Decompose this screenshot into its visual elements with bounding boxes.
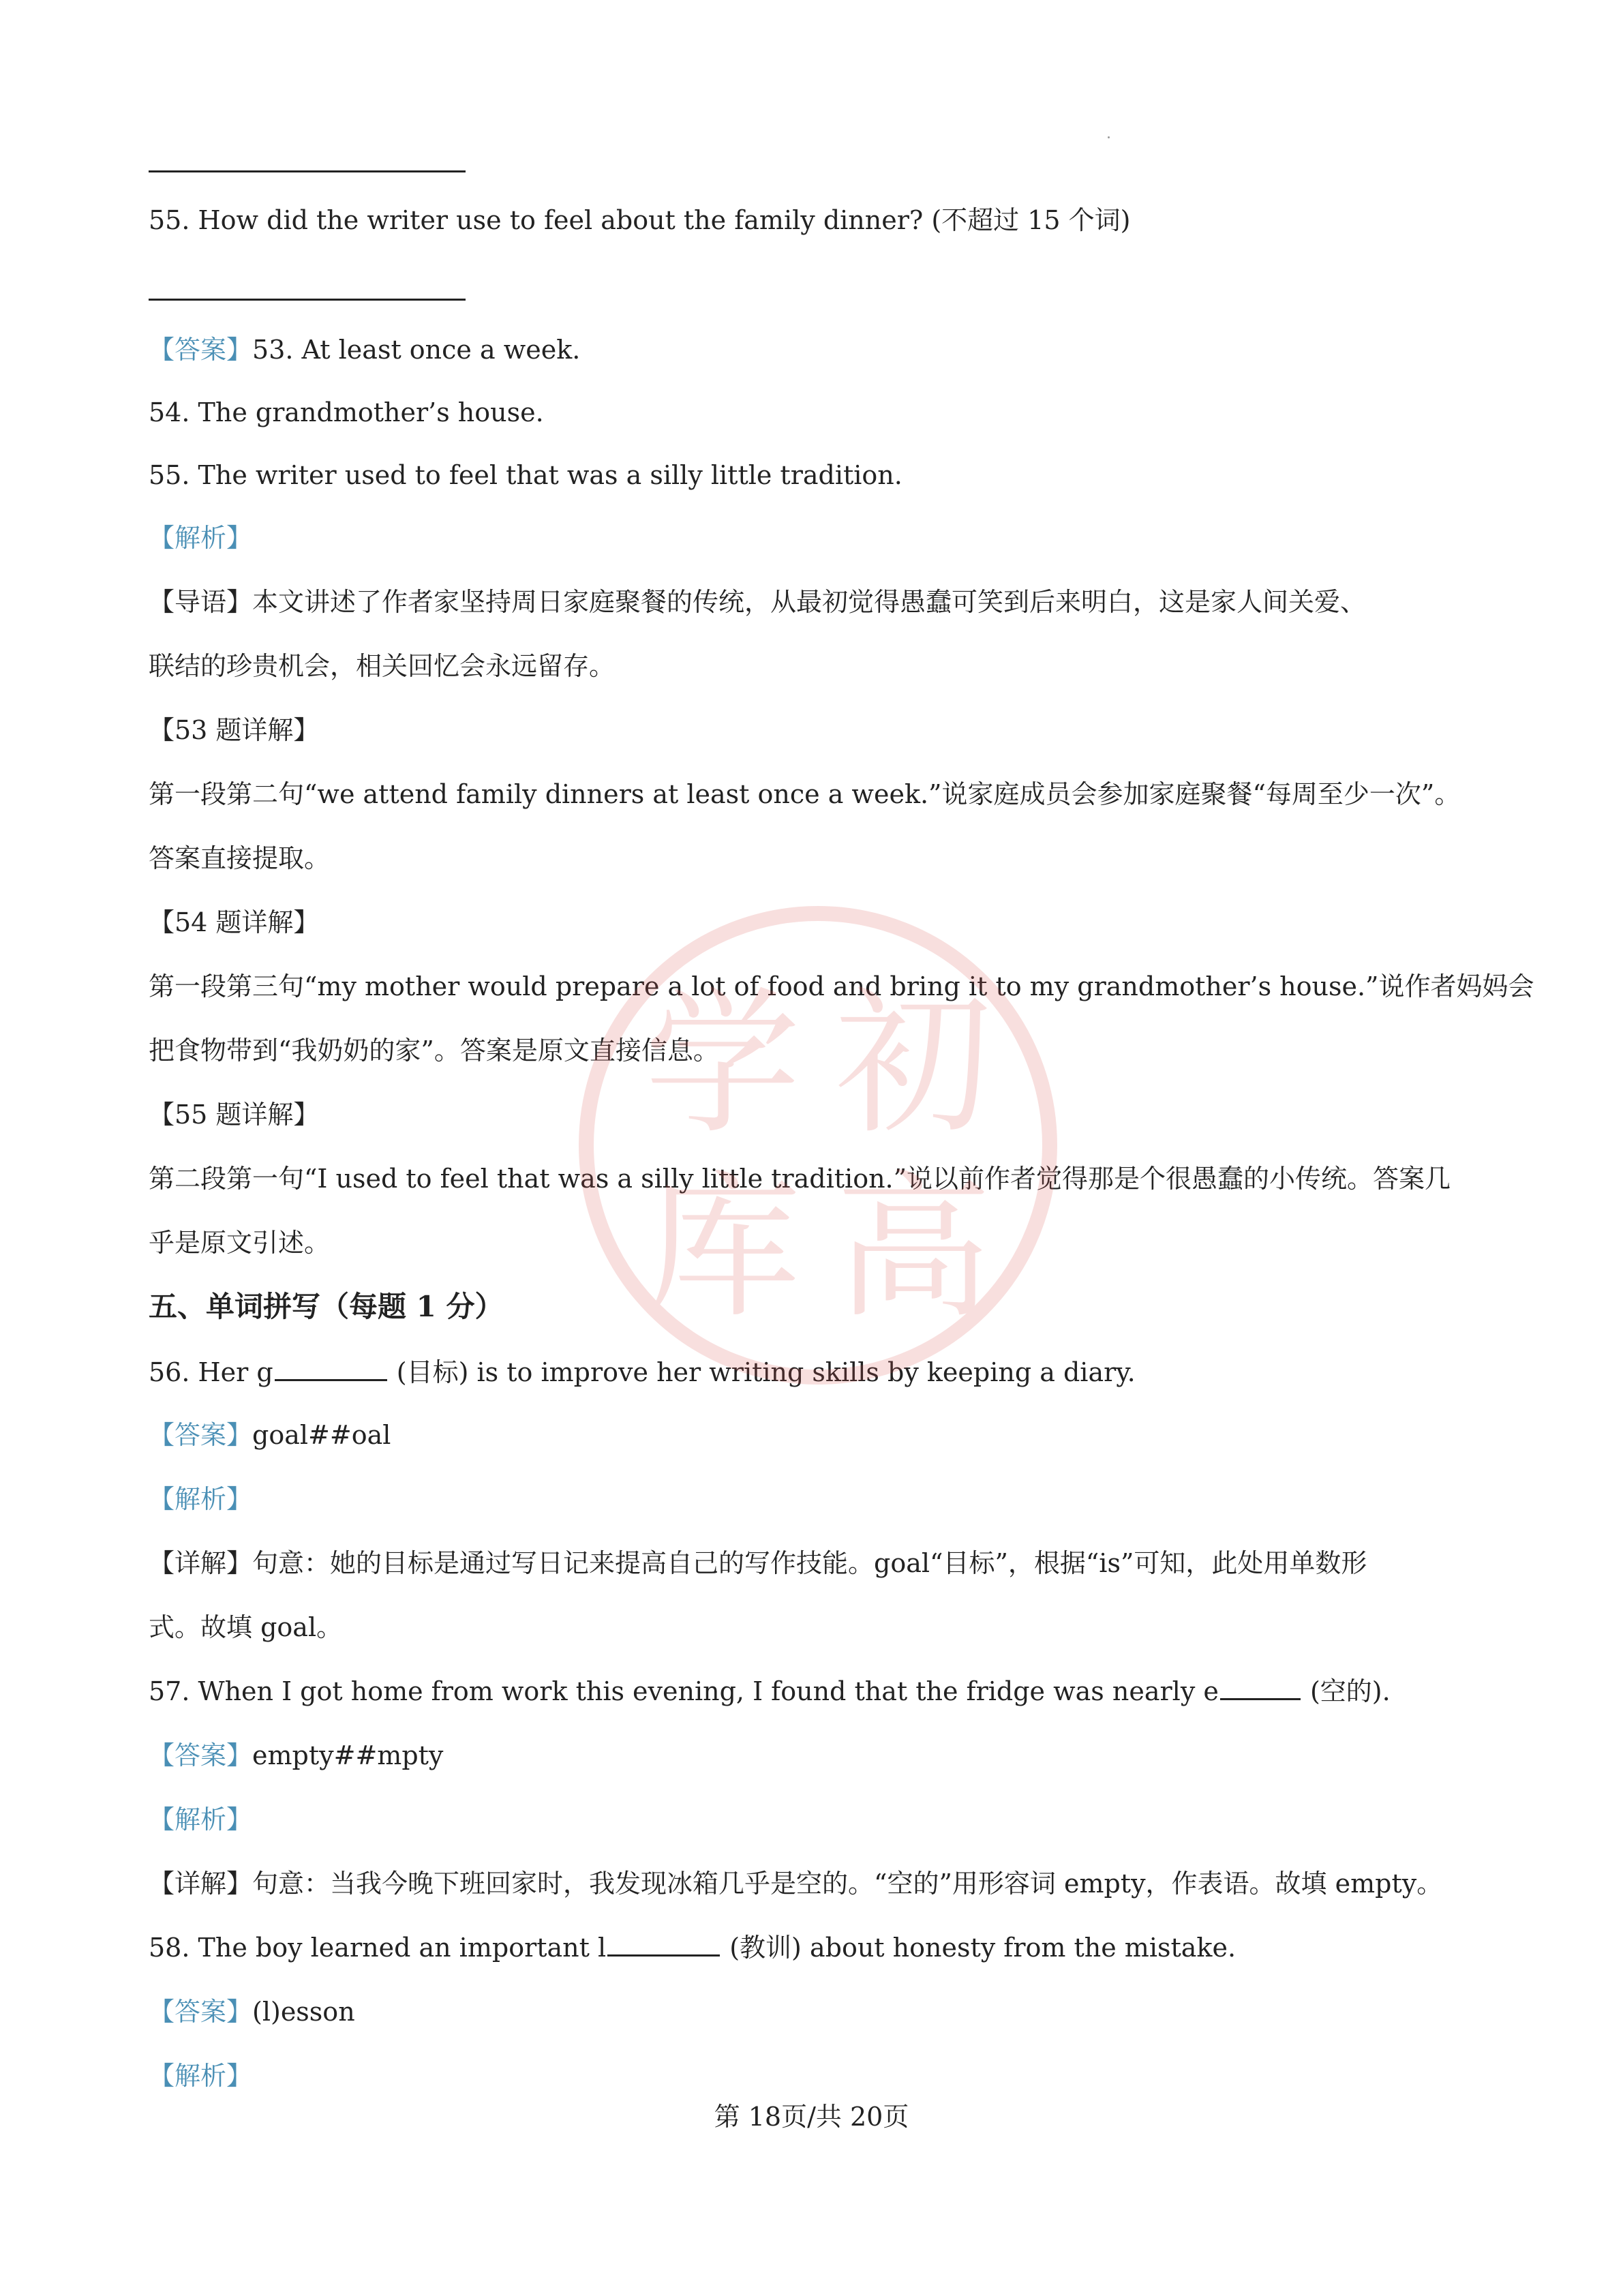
answer-57-tag: 【答案】: [149, 1740, 253, 1770]
answer-58-tag: 【答案】: [149, 1997, 253, 2027]
question-55: 55. How did the writer use to feel about the family dinner? (不超过 15 个词): [149, 205, 1131, 235]
answer-53: [149, 333, 580, 367]
watermark-char-3: 库: [643, 1158, 802, 1340]
speck: [1108, 136, 1110, 138]
detail-55-line-1: 第二段第一句“I used to feel that was a silly little tradition.”说以前作者觉得那是个很愚蠢的小传统。答案几: [149, 1164, 1451, 1194]
answer-58-text: (l)esson: [252, 1997, 355, 2027]
question-57-blank: [1220, 1676, 1301, 1700]
question-58-post: (教训) about honesty from the mistake.: [721, 1933, 1237, 1963]
answer-57-text: empty##mpty: [252, 1740, 444, 1770]
question-57-post: (空的).: [1301, 1676, 1391, 1706]
watermark-char-2: 初: [834, 973, 992, 1155]
detail-57-line-1: [149, 1867, 1442, 1901]
answer-53-text: 53. At least once a week.: [252, 335, 581, 365]
analysis-tag: 【解析】: [149, 523, 253, 553]
answer-54: 54. The grandmother’s house.: [149, 397, 544, 427]
page-number: 第 18页/共 20页: [714, 2102, 909, 2132]
detail-55-tag: 【55 题详解】: [149, 1100, 320, 1130]
answer-55: 55. The writer used to feel that was a silly little tradition.: [149, 460, 902, 490]
detail-54-line-1: 第一段第三句“my mother would prepare a lot of food and bring it to my grandmother’s house.”说作者妈妈会: [149, 971, 1534, 1001]
question-57-pre: 57. When I got home from work this evening, I found that the fridge was nearly e: [149, 1676, 1219, 1706]
question-58-pre: 58. The boy learned an important l: [149, 1933, 607, 1963]
question-56-pre: 56. Her g: [149, 1357, 273, 1387]
answer-56-text: goal##oal: [252, 1420, 391, 1450]
question-58: [149, 1931, 1236, 1965]
answer-56-tag: 【答案】: [149, 1420, 253, 1450]
detail-56-line-1: [149, 1546, 1367, 1580]
question-57: [149, 1674, 1391, 1708]
detail-53-tag: 【53 题详解】: [149, 715, 320, 745]
analysis-56-tag: 【解析】: [149, 1484, 253, 1514]
answer-57: [149, 1738, 443, 1772]
detail-56-tag: 【详解】: [149, 1548, 253, 1578]
analysis-58-tag: 【解析】: [149, 2061, 253, 2091]
detail-56-line-2: 式。故填 goal。: [149, 1612, 343, 1642]
question-58-blank: [607, 1933, 720, 1957]
question-56-post: (目标) is to improve her writing skills by keeping a diary.: [388, 1357, 1136, 1387]
analysis-57-tag: 【解析】: [149, 1804, 253, 1834]
detail-53-line-1: 第一段第二句“we attend family dinners at least once a week.”说家庭成员会参加家庭聚餐“每周至少一次”。: [149, 779, 1461, 809]
answer-blank-55: [149, 299, 466, 301]
answer-58: [149, 1995, 355, 2029]
watermark-seal: [573, 900, 1063, 1391]
watermark-char-4: 高: [834, 1158, 992, 1340]
question-56-blank: [275, 1357, 387, 1381]
intro-text-1: 本文讲述了作者家坚持周日家庭聚餐的传统，从最初觉得愚蠢可笑到后来明白，这是家人间关爱、: [252, 587, 1367, 617]
answer-56: [149, 1418, 391, 1452]
intro-tag: 【导语】: [149, 587, 253, 617]
detail-57-text-1: 句意：当我今晚下班回家时，我发现冰箱几乎是空的。“空的”用形容词 empty，作表语。故填 empty。: [252, 1869, 1443, 1899]
answer-tag: 【答案】: [149, 335, 253, 365]
watermark-char-1: 学: [643, 973, 802, 1155]
intro-line-1: [149, 585, 1366, 619]
answer-blank-54: [149, 170, 466, 172]
detail-57-tag: 【详解】: [149, 1869, 253, 1899]
detail-54-tag: 【54 题详解】: [149, 907, 320, 937]
section-heading: 五、单词拼写（每题 1 分）: [149, 1290, 504, 1323]
detail-55-line-2: 乎是原文引述。: [149, 1228, 331, 1258]
detail-54-line-2: 把食物带到“我奶奶的家”。答案是原文直接信息。: [149, 1036, 719, 1066]
detail-53-line-2: 答案直接提取。: [149, 843, 331, 873]
detail-56-text-1: 句意：她的目标是通过写日记来提高自己的写作技能。goal“目标”，根据“is”可知，此处用单数形: [252, 1548, 1367, 1578]
intro-line-2: 联结的珍贵机会，相关回忆会永远留存。: [149, 651, 616, 681]
